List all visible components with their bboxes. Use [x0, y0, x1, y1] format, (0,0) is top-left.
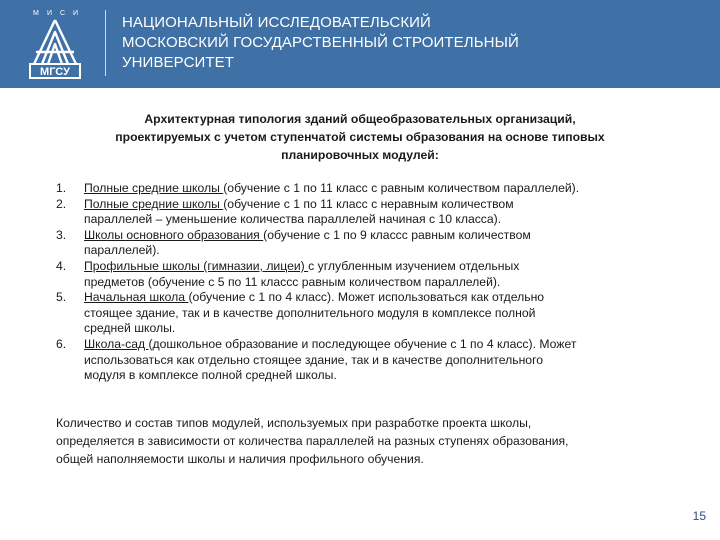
summary-line: общей наполняемости школы и наличия профильного обучения.: [56, 452, 424, 466]
summary-paragraph: [56, 414, 676, 468]
slide-title-line: проектируемых с учетом ступенчатой системы образования на основе типовых: [115, 130, 605, 144]
item-description: предметов (обучение с 5 по 11 классс равным количеством параллелей).: [84, 274, 501, 289]
list-item: [56, 259, 676, 290]
item-term: Начальная школа: [84, 290, 189, 305]
item-description: стоящее здание, так и в качестве дополнительного модуля в комплексе полной: [84, 305, 536, 320]
item-description: (обучение с 1 по 4 класс). Может использоваться как отдельно: [188, 290, 545, 305]
item-term: Полные средние школы: [84, 181, 224, 195]
item-description: с углубленным изучением отдельных: [308, 258, 520, 273]
item-description: модуля в комплексе полной средней школы.: [84, 368, 337, 383]
logo-letter: И: [73, 10, 79, 17]
logo-letter: И: [47, 10, 53, 17]
item-number: 4.: [56, 258, 67, 273]
item-description: (обучение с 1 по 9 классс равным количеством: [263, 227, 531, 242]
item-number: 3.: [56, 227, 67, 242]
item-term: Школы основного образования: [84, 227, 264, 242]
summary-line: определяется в зависимости от количества параллелей на разных ступенях образования,: [56, 434, 569, 448]
header-divider: [105, 10, 106, 76]
item-number: 6.: [56, 336, 67, 351]
item-description: средней школы.: [84, 321, 176, 336]
item-description: использоваться как отдельно стоящее здание, так и в качестве дополнительного: [84, 352, 544, 367]
slide-title-line: планировочных модулей:: [281, 148, 439, 162]
page-number: 15: [692, 509, 706, 523]
logo-letter: С: [60, 10, 66, 17]
slide-title-line: Архитектурная типология зданий общеобразовательных организаций,: [144, 112, 576, 126]
item-description: параллелей).: [84, 243, 160, 258]
item-term: Полные средние школы: [84, 196, 224, 211]
item-number: 2.: [56, 196, 67, 211]
list-item: [56, 337, 676, 384]
list-item: [56, 197, 676, 228]
university-logo: [24, 6, 86, 82]
list-item: [56, 228, 676, 259]
university-name-line: МОСКОВСКИЙ ГОСУДАРСТВЕННЫЙ СТРОИТЕЛЬНЫЙ: [122, 34, 519, 51]
university-name: [122, 13, 682, 73]
header-bar: [0, 0, 720, 88]
item-description: (обучение с 1 по 11 класс с равным количеством параллелей).: [223, 181, 580, 195]
item-description: параллелей – уменьшение количества параллелей начиная с 10 класса).: [84, 212, 502, 227]
list-item: [56, 181, 676, 197]
item-number: 1.: [56, 181, 67, 195]
list-item: [56, 290, 676, 337]
logo-letter: М: [33, 10, 39, 17]
item-number: 5.: [56, 290, 67, 305]
school-types-list: [56, 181, 676, 384]
university-name-line: УНИВЕРСИТЕТ: [122, 54, 235, 71]
logo-text: МГСУ: [40, 66, 70, 78]
item-term: Школа-сад: [84, 336, 149, 351]
university-name-line: НАЦИОНАЛЬНЫЙ ИССЛЕДОВАТЕЛЬСКИЙ: [122, 14, 431, 31]
item-term: Профильные школы (гимназии, лицеи): [84, 258, 309, 273]
item-description: (обучение с 1 по 11 класс с неравным количеством: [223, 196, 514, 211]
item-description: (дошкольное образование и последующее обучение с 1 по 4 класс). Может: [148, 336, 577, 351]
slide-title: [60, 110, 660, 164]
summary-line: Количество и состав типов модулей, используемых при разработке проекта школы,: [56, 416, 532, 430]
